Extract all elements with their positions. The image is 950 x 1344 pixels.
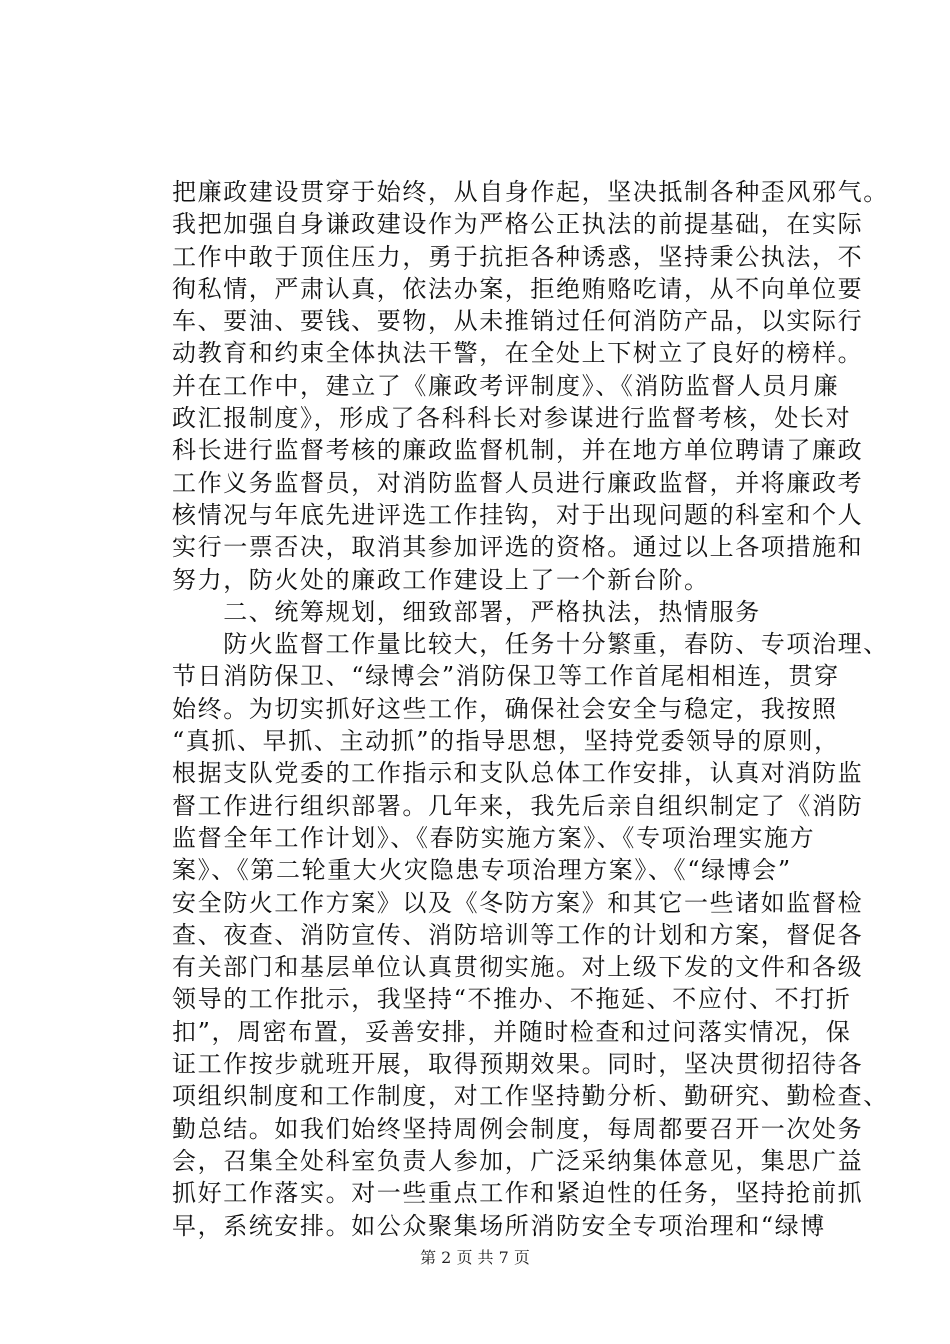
text-line: 节日消防保卫、“绿博会”消防保卫等工作首尾相相连，贯穿 <box>172 662 840 691</box>
text-line: 会，召集全处科室负责人参加，广泛采纳集体意见，集思广益 <box>172 1146 864 1175</box>
text-line: 早，系统安排。如公众聚集场所消防安全专项治理和“绿博 <box>172 1211 826 1240</box>
page-footer: 第 2 页 共 7 页 <box>420 1248 530 1267</box>
text-line: 二、统筹规划，细致部署，严格执法，热情服务 <box>172 597 761 626</box>
text-line: 证工作按步就班开展，取得预期效果。同时，坚决贯彻招待各 <box>172 1050 864 1079</box>
body-text <box>172 176 889 1242</box>
text-line: 工作义务监督员，对消防监督人员进行廉政监督，并将廉政考 <box>172 468 864 497</box>
text-line: 防火监督工作量比较大，任务十分繁重，春防、专项治理、 <box>172 630 889 659</box>
text-line: 安全防火工作方案》以及《冬防方案》和其它一些诸如监督检 <box>172 888 864 917</box>
text-line: 勤总结。如我们始终坚持周例会制度，每周都要召开一次处务 <box>172 1114 864 1143</box>
text-line: 工作中敢于顶住压力，勇于抗拒各种诱惑，坚持秉公执法，不 <box>172 242 864 271</box>
text-line: 把廉政建设贯穿于始终，从自身作起，坚决抵制各种歪风邪气。 <box>172 178 889 206</box>
text-line: 根据支队党委的工作指示和支队总体工作安排，认真对消防监 <box>172 759 864 788</box>
text-line: 车、要油、要钱、要物，从未推销过任何消防产品，以实际行 <box>172 307 864 336</box>
text-line: 督工作进行组织部署。几年来，我先后亲自组织制定了《消防 <box>172 791 864 820</box>
text-line: 动教育和约束全体执法干警，在全处上下树立了良好的榜样。 <box>172 339 864 368</box>
text-line: 扣”，周密布置，妥善安排，并随时检查和过问落实情况，保 <box>172 1017 852 1046</box>
text-line: 核情况与年底先进评选工作挂钩，对于出现问题的科室和个人 <box>172 500 864 529</box>
text-line: 科长进行监督考核的廉政监督机制，并在地方单位聘请了廉政 <box>172 436 864 465</box>
text-line: 案》、《第二轮重大火灾隐患专项治理方案》、《“绿博会” <box>172 856 792 885</box>
text-line: 有关部门和基层单位认真贯彻实施。对上级下发的文件和各级 <box>172 953 864 982</box>
text-line: 我把加强自身谦政建设作为严格公正执法的前提基础，在实际 <box>172 210 864 239</box>
text-line: 始终。为切实抓好这些工作，确保社会安全与稳定，我按照 <box>172 694 838 723</box>
text-line: 项组织制度和工作制度，对工作坚持勤分析、勤研究、勤检查、 <box>172 1082 889 1111</box>
text-line: “真抓、早抓、主动抓”的指导思想，坚持党委领导的原则， <box>172 727 840 756</box>
text-line: 并在工作中，建立了《廉政考评制度》、《消防监督人员月廉 <box>172 371 840 400</box>
text-line: 抓好工作落实。对一些重点工作和紧迫性的任务，坚持抢前抓 <box>172 1179 864 1208</box>
text-line: 实行一票否决，取消其参加评选的资格。通过以上各项措施和 <box>172 533 864 562</box>
text-line: 政汇报制度》，形成了各科科长对参谋进行监督考核，处长对 <box>172 404 852 433</box>
text-line: 徇私情，严肃认真，依法办案，拒绝贿赂吃请，从不向单位要 <box>172 274 864 303</box>
text-line: 监督全年工作计划》、《春防实施方案》、《专项治理实施方 <box>172 823 816 852</box>
text-line: 努力，防火处的廉政工作建设上了一个新台阶。 <box>172 565 710 594</box>
text-line: 查、夜查、消防宣传、消防培训等工作的计划和方案，督促各 <box>172 920 864 949</box>
text-line: 领导的工作批示，我坚持“不推办、不拖延、不应付、不打折 <box>172 985 852 1014</box>
